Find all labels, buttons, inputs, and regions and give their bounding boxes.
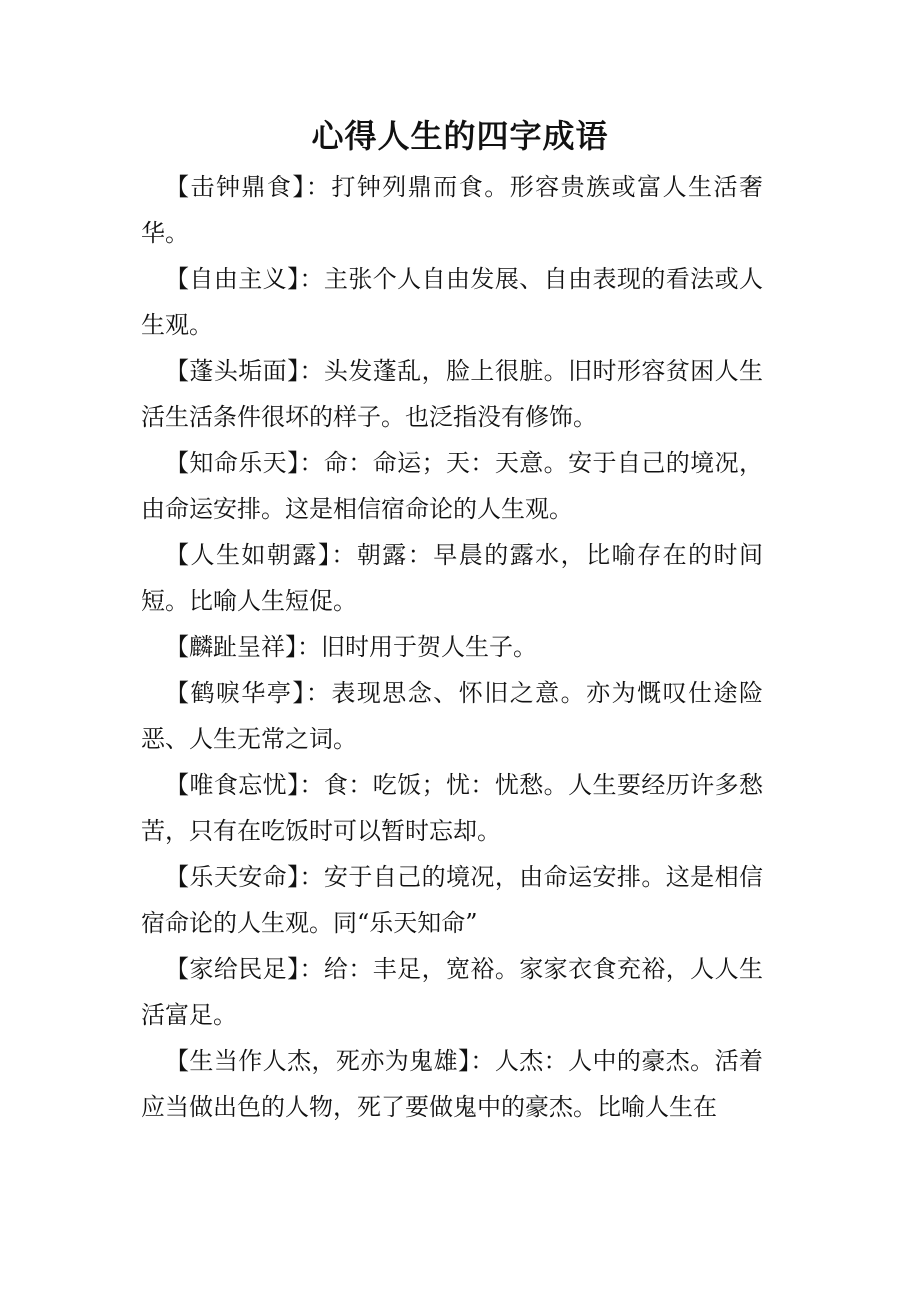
idiom-entry: 【人生如朝露】：朝露：早晨的露水，比喻存在的时间短。比喻人生短促。 — [141, 541, 763, 615]
idiom-entry: 【家给民足】：给：丰足，宽裕。家家衣食充裕，人人生活富足。 — [141, 955, 763, 1029]
page-title: 心得人生的四字成语 — [311, 117, 609, 155]
idiom-entry: 【麟趾呈祥】：旧时用于贺人生子。 — [165, 633, 537, 661]
idiom-entry: 【鹤唳华亭】：表现思念、怀旧之意。亦为慨叹仕途险恶、人生无常之词。 — [141, 679, 763, 753]
idiom-entry: 【知命乐天】：命：命运；天：天意。安于自己的境况，由命运安排。这是相信宿命论的人生观。 — [141, 449, 763, 523]
idiom-entry: 【击钟鼎食】：打钟列鼎而食。形容贵族或富人生活奢华。 — [141, 173, 763, 247]
idiom-entry: 【唯食忘忧】：食：吃饭；忧：忧愁。人生要经历许多愁苦，只有在吃饭时可以暂时忘却。 — [141, 771, 763, 845]
idiom-entry: 【蓬头垢面】：头发蓬乱，脸上很脏。旧时形容贫困人生活生活条件很坏的样子。也泛指没有修饰。 — [141, 357, 763, 431]
idiom-entry: 【生当作人杰，死亦为鬼雄】：人杰：人中的豪杰。活着应当做出色的人物，死了要做鬼中的豪杰。比喻人生在 — [141, 1047, 763, 1121]
idiom-entry: 【乐天安命】：安于自己的境况，由命运安排。这是相信宿命论的人生观。同“乐天知命” — [141, 863, 763, 937]
idiom-list — [141, 164, 763, 1130]
idiom-entry: 【自由主义】：主张个人自由发展、自由表现的看法或人生观。 — [141, 265, 763, 339]
